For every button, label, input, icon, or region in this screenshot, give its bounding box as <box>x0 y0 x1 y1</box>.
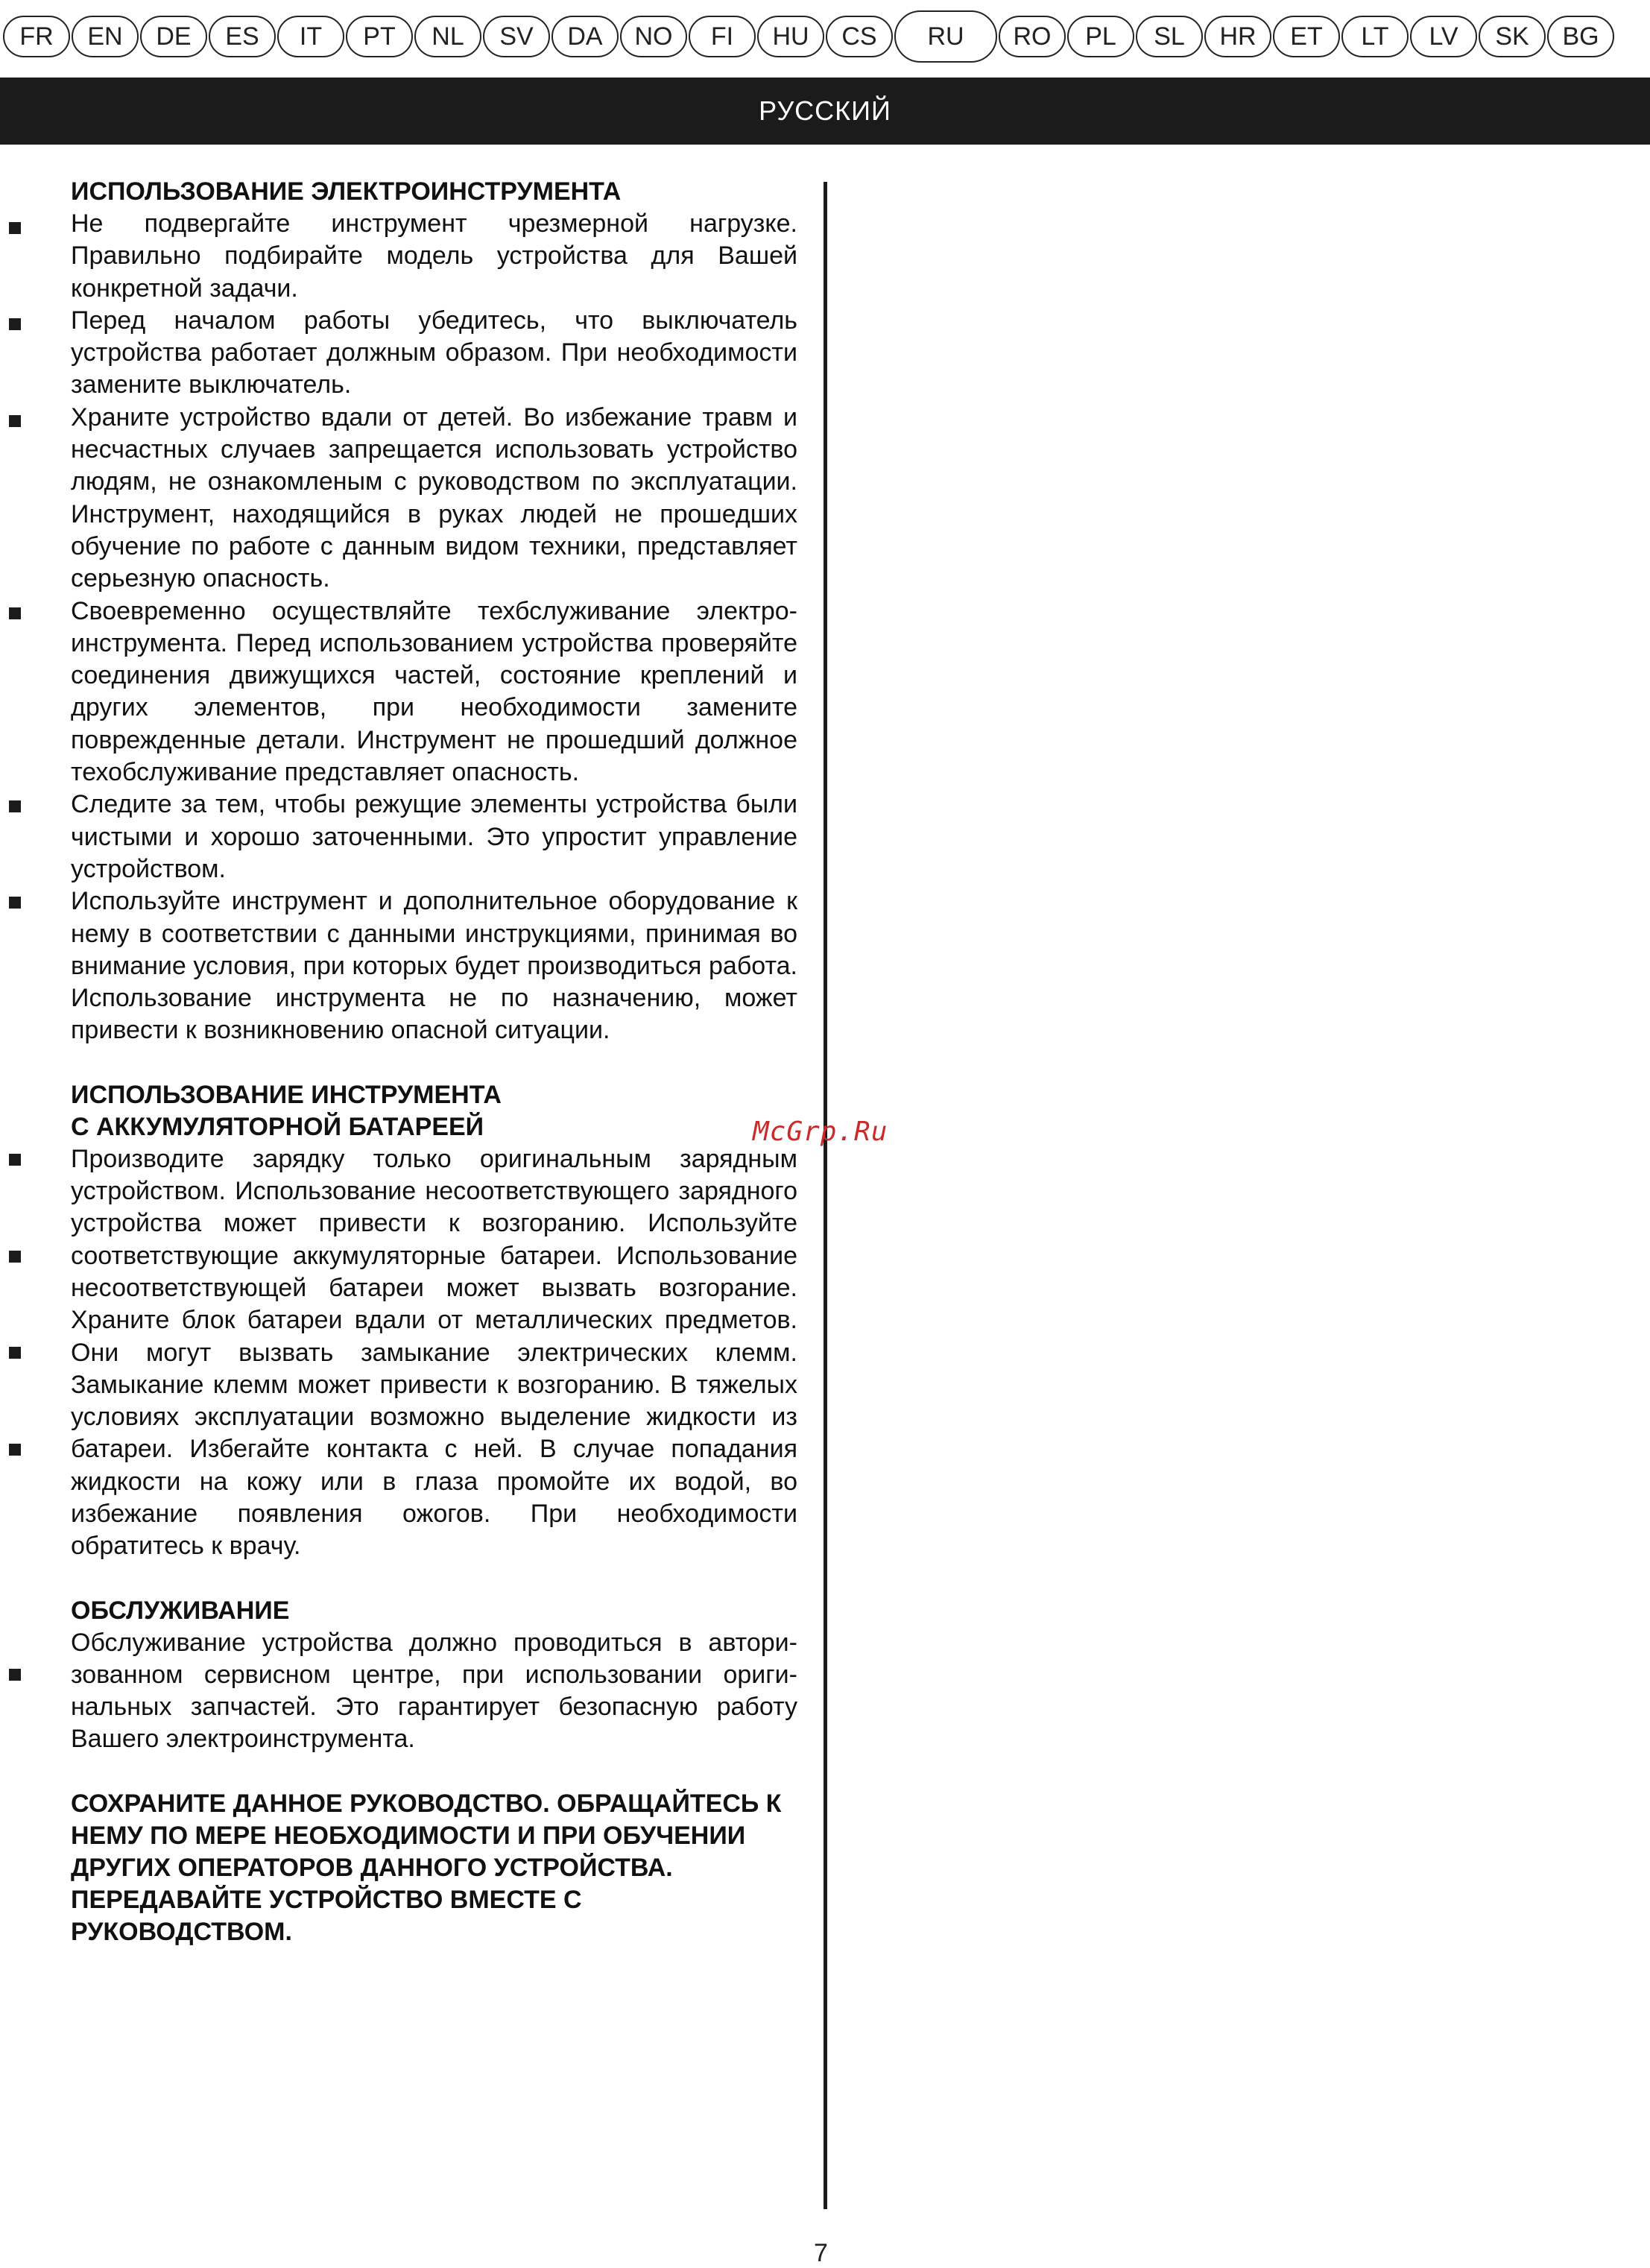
section-spacer <box>71 1756 797 1788</box>
bullet-marker-icon <box>9 222 21 234</box>
lang-tab-hr[interactable]: HR <box>1204 16 1271 57</box>
section-spacer <box>71 1047 797 1079</box>
lang-tab-sv[interactable]: SV <box>483 16 550 57</box>
section-heading-battery-line2: С АККУМУЛЯТОРНОЙ БАТАРЕЕЙ <box>71 1112 484 1141</box>
lang-tab-lt[interactable]: LT <box>1341 16 1409 57</box>
lang-tab-hu[interactable]: HU <box>757 16 824 57</box>
service-text: Обслуживание устройства должно проводиться в авторизованном сервисном центре, при использовании оригинальных запчастей. Это гарантирует безопасную работу Вашего электроинструмента. <box>71 1628 797 1754</box>
bullet-marker-icon <box>9 1669 21 1681</box>
power-tool-item-2: Перед началом работы убедитесь, что выключатель устройства работает должным образом. При необходимости замените выключатель. <box>71 306 797 399</box>
lang-tab-sl[interactable]: SL <box>1136 16 1203 57</box>
language-header-band <box>0 78 1650 145</box>
bullet-marker-icon <box>9 415 21 427</box>
bullet-marker-icon <box>9 800 21 812</box>
power-tool-item-5: Следите за тем, чтобы режущие элементы устройства были чистыми и хорошо заточенными. Это упростит управление устройством. <box>71 790 797 883</box>
power-tool-item-4: Своевременно осуществляйте техбслуживание электроинструмента. Перед использованием устройства проверяйте соединения движущихся частей, состояние креплений и других элементов, при необходимости замените поврежденные детали. Инструмент не прошедший должное техобслуживание представляет опасность. <box>71 596 797 787</box>
section-spacer <box>71 1563 797 1595</box>
lang-tab-lv[interactable]: LV <box>1410 16 1477 57</box>
power-tool-item-6: Используйте инструмент и дополнительное оборудование к нему в соответствии с данными инструкциями, принимая во внимание условия, при которых будет производиться работа. Использование инструмента не по назначению, может привести к возникновению опасной ситуации. <box>71 887 797 1045</box>
lang-tab-pl[interactable]: PL <box>1067 16 1134 57</box>
lang-tab-cs[interactable]: CS <box>826 16 893 57</box>
bullet-marker-icon <box>9 1347 21 1359</box>
bullet-column <box>4 0 22 2268</box>
lang-tab-fr[interactable]: FR <box>3 16 70 57</box>
bullet-marker-icon <box>9 1444 21 1456</box>
bullet-marker-icon <box>9 1251 21 1263</box>
lang-tab-en[interactable]: EN <box>72 16 139 57</box>
bullet-marker-icon <box>9 318 21 330</box>
lang-tab-it[interactable]: IT <box>277 16 344 57</box>
battery-text: Производите зарядку только оригинальным зарядным устройством. Использование несоответствующего зарядного устройства может привести к возгоранию. Используйте соответствующие аккумуляторные батареи. Использование несоответствующей батареи может вызвать возгорание. Храните блок батареи вдали от металлических предметов. Они могут вызвать замыкание электрических клемм. Замыкание клемм может привести к возгоранию. В тяжелых условиях эксплуатации возможно выделение жидкости из батареи. Избегайте контакта с ней. В случае попадания жидкости на кожу или в глаза промойте их водой, во избежание появления ожогов. При необходимости обратитесь к врачу. <box>71 1144 797 1561</box>
lang-tab-pt[interactable]: PT <box>346 16 413 57</box>
page-number: 7 <box>814 2239 828 2267</box>
bullet-marker-icon <box>9 897 21 909</box>
section-heading-power-tool: ИСПОЛЬЗОВАНИЕ ЭЛЕКТРОИНСТРУМЕНТА <box>71 177 622 206</box>
lang-tab-no[interactable]: NO <box>620 16 687 57</box>
power-tool-item-3: Храните устройство вдали от детей. Во избежание травм и несчастных случаев запрещается использовать устройство людям, не ознакомленым с руководством по эксплуатации. Инструмент, находящийся в руках людей не прошедших обучение по работе с данным видом техники, представляет серьезную опасность. <box>71 402 797 593</box>
lang-tab-ro[interactable]: RO <box>999 16 1066 57</box>
main-text-column <box>71 176 797 1948</box>
lang-tab-da[interactable]: DA <box>551 16 619 57</box>
lang-tab-nl[interactable]: NL <box>414 16 481 57</box>
lang-tab-et[interactable]: ET <box>1273 16 1340 57</box>
bullet-marker-icon <box>9 607 21 619</box>
lang-tab-de[interactable]: DE <box>140 16 207 57</box>
language-bar <box>3 10 1614 63</box>
power-tool-item-1: Не подвергайте инструмент чрезмерной нагрузке. Правильно подбирайте модель устройства для Вашей конкретной задачи. <box>71 209 797 303</box>
bullet-marker-icon <box>9 1154 21 1166</box>
section-heading-service: ОБСЛУЖИВАНИЕ <box>71 1596 290 1625</box>
closing-notice: СОХРАНИТЕ ДАННОЕ РУКОВОДСТВО. ОБРАЩАЙТЕСЬ К НЕМУ ПО МЕРЕ НЕОБХОДИМОСТИ И ПРИ ОБУЧЕНИИ ДРУГИХ ОПЕРАТОРОВ ДАННОГО УСТРОЙСТВА. ПЕРЕДАВАЙТЕ УСТРОЙСТВО ВМЕСТЕ С РУКОВОДСТВОМ. <box>71 1789 782 1946</box>
lang-tab-es[interactable]: ES <box>209 16 276 57</box>
section-heading-battery-line1: ИСПОЛЬЗОВАНИЕ ИНСТРУМЕНТА <box>71 1080 502 1109</box>
lang-tab-fi[interactable]: FI <box>689 16 756 57</box>
lang-tab-ru-active[interactable]: RU <box>894 10 997 63</box>
watermark-text: McGrp.Ru <box>753 1116 888 1147</box>
lang-tab-sk[interactable]: SK <box>1479 16 1546 57</box>
lang-tab-bg[interactable]: BG <box>1547 16 1614 57</box>
language-header-title: РУССКИЙ <box>759 95 891 126</box>
column-divider <box>824 182 827 2209</box>
